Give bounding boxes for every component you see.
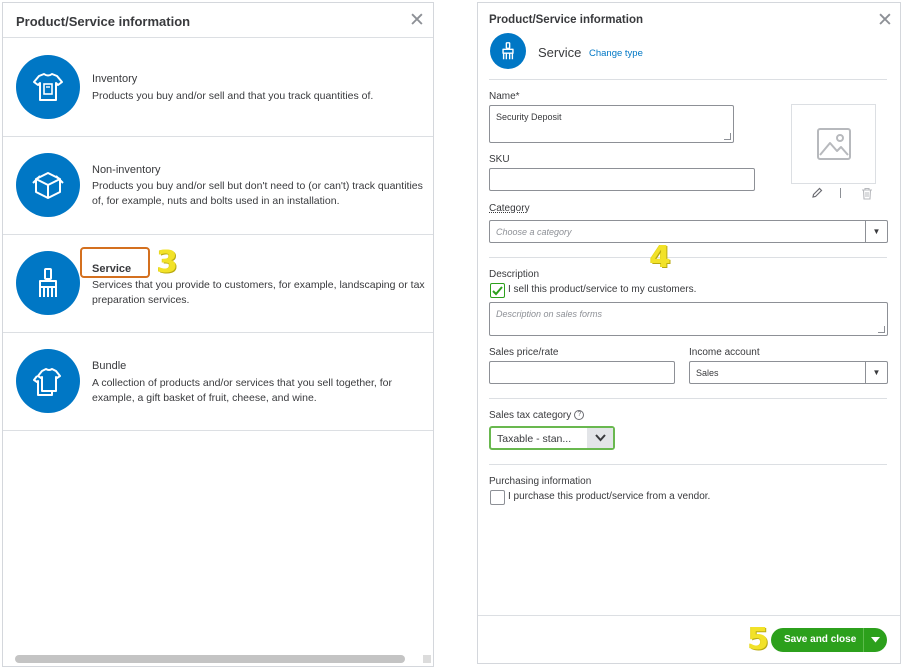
help-icon[interactable]: ? xyxy=(574,410,584,420)
sell-checkbox[interactable] xyxy=(490,283,505,298)
name-input[interactable] xyxy=(489,105,734,143)
service-form-panel xyxy=(477,2,901,664)
image-tools xyxy=(809,187,879,201)
panel-header xyxy=(3,3,433,38)
close-icon[interactable]: ✕ xyxy=(877,9,893,31)
sku-input[interactable] xyxy=(489,168,755,191)
divider xyxy=(489,398,887,399)
product-type-panel xyxy=(2,2,434,667)
tshirt-tag-icon xyxy=(16,55,80,119)
save-button-label: Save and close xyxy=(784,634,857,645)
resize-handle[interactable] xyxy=(724,133,731,140)
chevron-down-icon[interactable] xyxy=(587,428,613,448)
tool-separator xyxy=(840,188,841,198)
scrollbar-corner xyxy=(423,655,431,663)
step-5-annotation: 5 xyxy=(748,622,769,657)
name-label: Name* xyxy=(489,91,520,102)
type-name: Non-inventory xyxy=(92,164,161,176)
chevron-down-icon[interactable]: ▼ xyxy=(865,362,887,383)
purchasing-label: Purchasing information xyxy=(489,476,592,487)
checkmark-icon xyxy=(491,284,504,297)
shirts-icon xyxy=(16,349,80,413)
divider xyxy=(489,464,887,465)
type-option-bundle[interactable] xyxy=(3,333,433,431)
sell-checkbox-label: I sell this product/service to my customers. xyxy=(508,284,697,295)
sales-price-input[interactable] xyxy=(489,361,675,384)
sales-tax-label-text: Sales tax category xyxy=(489,410,572,421)
type-option-non-inventory[interactable] xyxy=(3,137,433,235)
name-value: Security Deposit xyxy=(496,112,562,122)
type-name: Bundle xyxy=(92,360,127,372)
sku-label: SKU xyxy=(489,154,510,165)
income-account-select[interactable] xyxy=(689,361,888,384)
type-name: Service xyxy=(92,263,132,275)
resize-handle[interactable] xyxy=(878,326,885,333)
save-and-close-button[interactable] xyxy=(771,628,887,652)
category-placeholder: Choose a category xyxy=(496,227,572,237)
box-icon xyxy=(16,153,80,217)
type-description: Products you buy and/or sell and that you track quantities of. xyxy=(92,90,374,102)
sales-tax-value: Taxable - stan... xyxy=(497,433,572,445)
chevron-down-icon xyxy=(871,637,880,643)
sales-price-label: Sales price/rate xyxy=(489,347,559,358)
footer-divider xyxy=(478,615,901,616)
sales-description-input[interactable] xyxy=(489,302,888,336)
type-option-service[interactable] xyxy=(3,235,433,333)
change-type-link[interactable]: Change type xyxy=(589,48,643,59)
close-icon[interactable]: ✕ xyxy=(409,9,425,31)
income-account-value: Sales xyxy=(696,368,719,378)
description-label: Description xyxy=(489,269,540,280)
description-placeholder: Description on sales forms xyxy=(496,309,603,319)
save-options-dropdown[interactable] xyxy=(863,628,887,652)
type-option-inventory[interactable] xyxy=(3,39,433,137)
type-description: A collection of products and/or services that you sell together, for example, a gift basket of fruit, cheese, and wine. xyxy=(92,377,392,404)
category-label: Category xyxy=(489,203,530,214)
horizontal-scrollbar[interactable] xyxy=(15,655,405,663)
chevron-down-icon[interactable]: ▼ xyxy=(865,221,887,242)
step-3-annotation: 3 xyxy=(157,245,178,280)
divider xyxy=(489,79,887,80)
sales-tax-label xyxy=(489,410,584,421)
panel-title: Product/Service information xyxy=(489,14,644,26)
divider xyxy=(489,257,887,258)
paintbrush-icon xyxy=(16,251,80,315)
panel-title: Product/Service information xyxy=(16,14,191,29)
type-name: Inventory xyxy=(92,73,138,85)
income-account-label: Income account xyxy=(689,347,760,358)
product-type-name: Service xyxy=(538,45,582,60)
type-description: Products you buy and/or sell but don't need to (or can't) track quantities of, for example, nuts and bolts used in an installation. xyxy=(92,180,423,207)
paintbrush-icon xyxy=(490,33,526,69)
purchase-checkbox[interactable] xyxy=(490,490,505,505)
image-upload-box[interactable] xyxy=(791,104,876,184)
trash-icon[interactable] xyxy=(861,187,873,200)
pencil-icon[interactable] xyxy=(811,187,823,199)
service-highlight-box xyxy=(80,247,150,278)
purchase-checkbox-label: I purchase this product/service from a vendor. xyxy=(508,491,711,502)
step-4-annotation: 4 xyxy=(650,240,671,275)
image-placeholder-icon xyxy=(816,127,852,161)
type-description: Services that you provide to customers, for example, landscaping or tax preparation services. xyxy=(92,279,425,306)
category-select[interactable] xyxy=(489,220,888,243)
sales-tax-select[interactable] xyxy=(489,426,615,450)
